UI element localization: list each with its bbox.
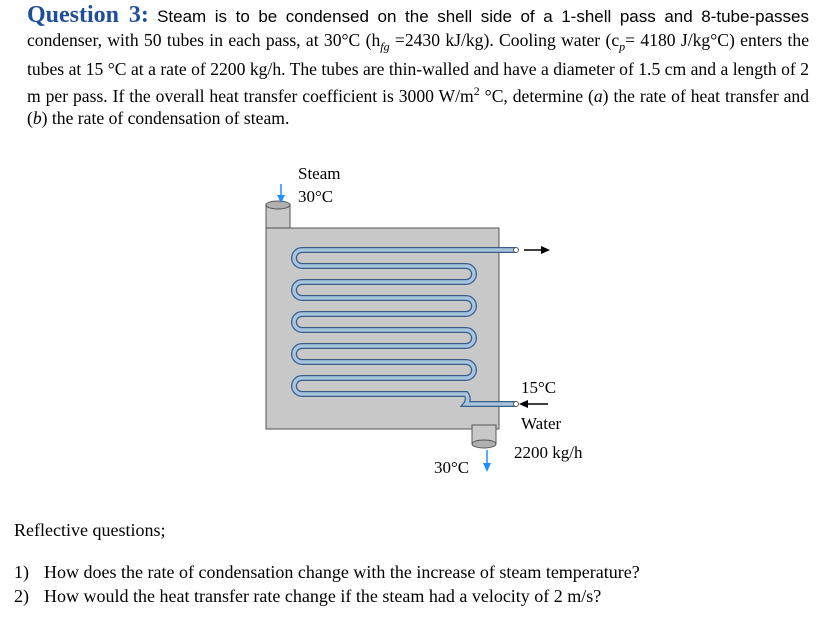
- steam-inlet-arrow: [277, 184, 285, 203]
- question-text-3: = 4180 J/kg°C) enters the tubes at 15 °C at a rate of 2200 kg/h. The tubes are thin-walled and have a diameter of 1.5 cm and a length of 2 m per pass. If the overall heat transfer coefficient is 3000 W/m: [27, 29, 809, 106]
- question-text-6: ) the rate of condensation of steam.: [41, 108, 290, 129]
- hfg-subscript: fg: [380, 39, 390, 54]
- question-text-2: =2430 kJ/kg). Cooling water (c: [389, 29, 620, 50]
- water-label: Water: [521, 414, 562, 433]
- water-inlet-temperature: 15°C: [521, 378, 557, 397]
- question-text-4: °C, determine (: [479, 85, 594, 106]
- question-heading: Question 3:: [27, 2, 149, 28]
- question-text: condenser, with 50 tubes in each pass, at 30°C (h: [27, 29, 381, 50]
- part-b: b: [32, 108, 42, 129]
- cp-subscript: p: [619, 39, 626, 54]
- water-flow-rate: 2200 kg/h: [514, 443, 583, 462]
- tube-inlet-end: [514, 402, 519, 407]
- water-inlet-arrow: [519, 400, 548, 408]
- reflective-question-1: [14, 562, 640, 583]
- question-number: 1): [14, 562, 29, 582]
- question-number: 2): [14, 586, 29, 606]
- steam-inlet-opening: [266, 201, 290, 209]
- reflective-title: Reflective questions;: [14, 520, 166, 540]
- part-a: a: [593, 85, 603, 106]
- steam-temperature: 30°C: [298, 187, 334, 206]
- question-text: How would the heat transfer rate change if the steam had a velocity of 2 m/s?: [44, 586, 602, 606]
- water-outlet-arrow: [524, 246, 550, 254]
- question-text: How does the rate of condensation change with the increase of steam temperature?: [44, 562, 640, 582]
- question-lead: Steam is to be condensed on the shell side of a 1-shell pass and 8-tube-passes: [157, 7, 809, 26]
- condensate-outlet-opening: [472, 440, 496, 448]
- squared-superscript: 2: [473, 84, 480, 99]
- reflective-question-2: [14, 586, 601, 607]
- condensate-outlet-arrow: [483, 450, 491, 472]
- steam-label: Steam: [298, 164, 341, 183]
- outlet-temperature: 30°C: [434, 458, 470, 477]
- question-text-5: ) the rate of heat transfer and (: [27, 85, 809, 129]
- tube-outlet-end: [514, 248, 519, 253]
